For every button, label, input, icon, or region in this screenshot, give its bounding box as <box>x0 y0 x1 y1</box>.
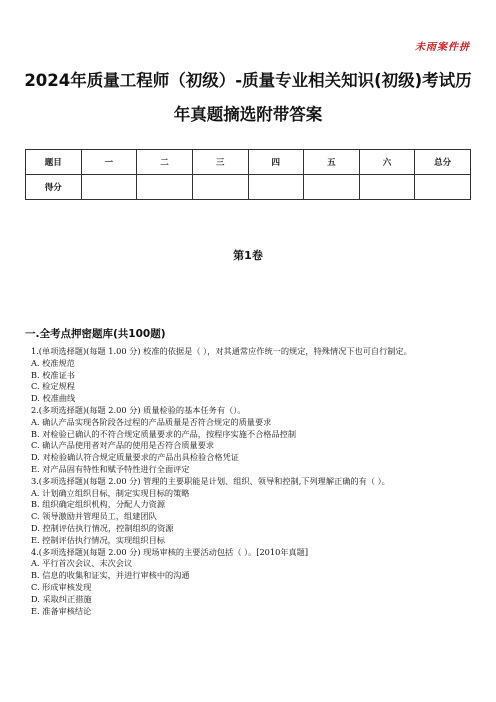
question-3-option-d: D. 控制评估执行情况，控制组织的资源 <box>31 522 174 533</box>
question-4-option-e: E. 准备审核结论 <box>31 605 92 616</box>
header-cell-total: 总分 <box>415 150 471 175</box>
question-1-stem: 1.(单项选择题)(每题 1.00 分) 校准的依据是（ ），对其通常应作统一的规定，特殊情况下也可自行制定。 <box>31 346 412 356</box>
question-3-option-c: C. 领导激励并管理员工，组建团队 <box>31 511 157 522</box>
question-4-option-a: A. 平行首次会议、末次会议 <box>31 558 133 569</box>
score-table <box>25 149 471 200</box>
volume-heading: 第1卷 <box>233 249 263 262</box>
score-cell <box>81 175 137 200</box>
score-cell <box>415 175 471 200</box>
question-2-option-c: C. 确认产品使用者对产品的使用是否符合质量要求 <box>31 440 215 451</box>
question-3-option-e: E. 控制评估执行情况，实现组织目标 <box>31 534 165 545</box>
question-2-stem: 2.(多项选择题)(每题 2.00 分) 质量检验的基本任务有（）。 <box>31 404 246 415</box>
header-cell-part-5: 五 <box>304 150 360 175</box>
header-cell-part-3: 三 <box>192 150 248 175</box>
question-4-option-c: C. 形成审核发现 <box>31 581 92 592</box>
header-cell-part-2: 二 <box>137 150 193 175</box>
header-cell-part-6: 六 <box>359 150 415 175</box>
header-cell-subject: 题目 <box>26 150 82 175</box>
score-cell <box>359 175 415 200</box>
question-1-option-d: D. 校准曲线 <box>31 393 76 404</box>
question-1-option-a: A. 校准规范 <box>31 357 75 368</box>
score-cell <box>137 175 193 200</box>
question-3-stem: 3.(多项选择题)(每题 2.00 分) 管理的主要职能是计划、组织、领导和控制,下列理解正确的有（ ）。 <box>31 475 390 486</box>
question-4-option-d: D. 采取纠正措施 <box>31 593 92 604</box>
score-row-label: 得分 <box>26 175 82 200</box>
score-cell <box>192 175 248 200</box>
score-cell <box>304 175 360 200</box>
score-cell <box>248 175 304 200</box>
question-1-option-b: B. 校准证书 <box>31 369 75 380</box>
score-table-score-row <box>26 175 471 200</box>
question-2-option-a: A. 确认产品实现各阶段各过程的产品质量是否符合规定的质量要求 <box>31 416 272 427</box>
publisher-watermark: 未雨案件拼 <box>415 42 470 53</box>
header-cell-part-4: 四 <box>248 150 304 175</box>
question-1-option-c: C. 检定规程 <box>31 381 75 392</box>
header-cell-part-1: 一 <box>81 150 137 175</box>
section-heading: 一.全考点押密题库(共100题) <box>25 328 166 340</box>
question-4-option-b: B. 信息的收集和证实，并进行审核中的沟通 <box>31 570 190 581</box>
question-2-option-e: E. 对产品固有特性和赋予特性进行全面评定 <box>31 463 190 474</box>
question-2-option-b: B. 对检验已确认的不符合规定质量要求的产品，按程序实施不合格品控制 <box>31 428 297 439</box>
question-3-option-a: A. 计划确立组织目标，制定实现目标的策略 <box>31 487 190 498</box>
question-list <box>31 346 471 617</box>
question-4-stem: 4.(多项选择题)(每题 2.00 分) 现场审核的主要活动包括（ ）。[2010年真题] <box>31 546 309 557</box>
score-table-header-row <box>26 150 471 175</box>
document-title: 2024年质量工程师（初级）-质量专业相关知识(初级)考试历年真题摘选附带答案 <box>24 71 472 124</box>
question-3-option-b: B. 组织确定组织机构，分配人力资源 <box>31 499 166 510</box>
question-2-option-d: D. 对检验确认符合规定质量要求的产品出具检验合格凭证 <box>31 452 239 463</box>
